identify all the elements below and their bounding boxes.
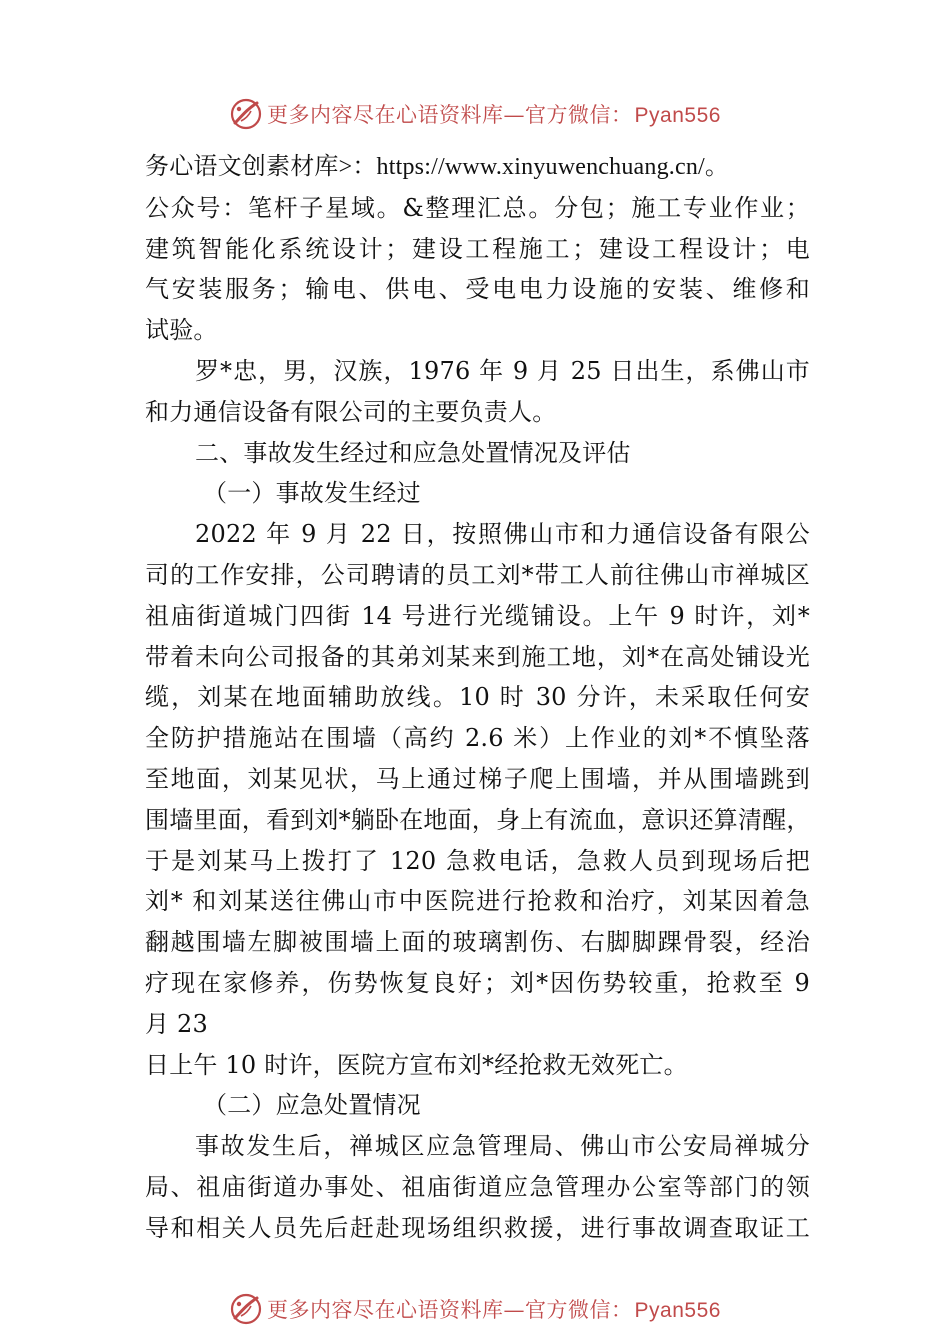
text-line: 月 23 bbox=[145, 1009, 208, 1038]
text-line: 全防护措施站在围墙（高约 2.6 米）上作业的刘*不慎坠落 bbox=[145, 724, 810, 753]
text-line: 建筑智能化系统设计；建设工程施工；建设工程设计；电 bbox=[145, 234, 810, 263]
text-line: 和力通信设备有限公司的主要负责人。 bbox=[145, 397, 557, 426]
brush-logo-icon bbox=[229, 97, 263, 131]
brush-logo-icon bbox=[229, 1292, 263, 1326]
text-line: 导和相关人员先后赶赴现场组织救援，进行事故调查取证工 bbox=[145, 1213, 810, 1242]
text-line: 试验。 bbox=[145, 316, 218, 345]
text-line: 缆，刘某在地面辅助放线。10 时 30 分许，未采取任何安 bbox=[145, 683, 810, 712]
text-line: 2022 年 9 月 22 日，按照佛山市和力通信设备有限公 bbox=[195, 520, 810, 549]
document-body bbox=[145, 147, 810, 1249]
text-line: 带着未向公司报备的其弟刘某来到施工地，刘*在高处铺设光 bbox=[145, 642, 810, 671]
text-line: 局、祖庙街道办事处、祖庙街道应急管理办公室等部门的领 bbox=[145, 1172, 810, 1201]
subsection-heading: （一）事故发生经过 bbox=[203, 479, 421, 508]
footer-watermark-banner bbox=[0, 1289, 950, 1329]
watermark-text: 更多内容尽在心语资料库—官方微信：Pyan556 bbox=[267, 1298, 721, 1322]
text-line: 罗*忠，男，汉族，1976 年 9 月 25 日出生，系佛山市 bbox=[195, 356, 810, 385]
text-line: 翻越围墙左脚被围墙上面的玻璃割伤、右脚脚踝骨裂，经治 bbox=[145, 928, 810, 957]
text-line: 务心语文创素材库>：https://www.xinyuwenchuang.cn/。 bbox=[145, 154, 730, 180]
text-line: 事故发生后，禅城区应急管理局、佛山市公安局禅城分 bbox=[195, 1132, 810, 1161]
text-line: 疗现在家修养，伤势恢复良好；刘*因伤势较重，抢救至 9 bbox=[145, 968, 810, 997]
text-line: 司的工作安排，公司聘请的员工刘*带工人前往佛山市禅城区 bbox=[145, 560, 810, 589]
text-line: 气安装服务；输电、供电、受电电力设施的安装、维修和 bbox=[145, 275, 810, 304]
text-line: 于是刘某马上拨打了 120 急救电话，急救人员到现场后把 bbox=[145, 846, 810, 875]
text-line: 日上午 10 时许，医院方宣布刘*经抢救无效死亡。 bbox=[145, 1050, 688, 1079]
text-line: 刘* 和刘某送往佛山市中医院进行抢救和治疗，刘某因着急 bbox=[145, 887, 810, 916]
text-line: 围墙里面，看到刘*躺卧在地面，身上有流血，意识还算清醒， bbox=[145, 805, 811, 834]
text-line: 公众号：笔杆子星域。&整理汇总。分包；施工专业作业； bbox=[145, 193, 810, 222]
section-heading: 二、事故发生经过和应急处置情况及评估 bbox=[195, 438, 631, 467]
text-line: 至地面，刘某见状，马上通过梯子爬上围墙，并从围墙跳到 bbox=[145, 764, 810, 793]
text-line: 祖庙街道城门四街 14 号进行光缆铺设。上午 9 时许，刘* bbox=[145, 601, 810, 630]
watermark-text: 更多内容尽在心语资料库—官方微信：Pyan556 bbox=[267, 103, 721, 127]
subsection-heading: （二）应急处置情况 bbox=[203, 1091, 421, 1120]
header-watermark-banner bbox=[0, 94, 950, 134]
